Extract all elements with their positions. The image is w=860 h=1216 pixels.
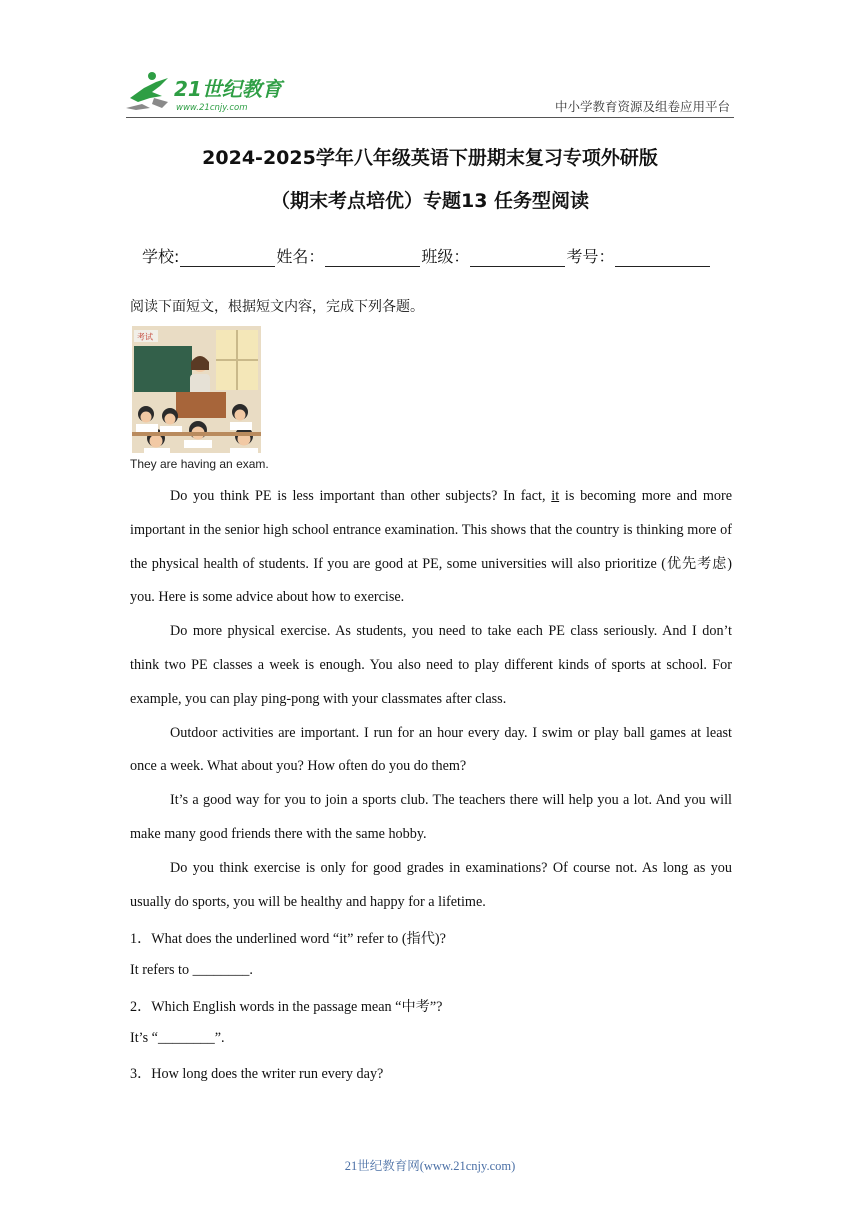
board-sign-text: 考试 [137, 332, 153, 342]
name-label: 姓名： [276, 247, 325, 266]
image-caption: They are having an exam. [130, 457, 269, 471]
exam-classroom-image [132, 326, 261, 453]
answer-2-line[interactable]: It’s “________”. [130, 1030, 225, 1046]
platform-label: 中小学教育资源及组卷应用平台 [554, 99, 730, 114]
paragraph-2: Do more physical exercise. As students, you need to take each PE class seriously. And I don’t think two PE classes a week is enough. You also need to play different kinds of sports at school. For example, you can play ping-pong with your classmates after class. [130, 623, 732, 707]
question-2: 2．Which English words in the passage mean “中考”? [130, 999, 443, 1015]
title-line-1: 2024-2025学年八年级英语下册期末复习专项外研版 [202, 147, 658, 169]
underlined-word: it [551, 488, 560, 504]
paragraph-3: Outdoor activities are important. I run for an hour every day. I swim or play ball games at least once a week. What about you? How often do you do them? [130, 724, 732, 775]
number-label: 考号： [566, 247, 615, 266]
answer-1-line[interactable]: It refers to ________. [130, 962, 253, 978]
logo-url: www.21cnjy.com [176, 103, 248, 113]
logo [122, 68, 292, 116]
reading-passage [130, 480, 732, 919]
instruction: 阅读下面短文，根据短文内容，完成下列各题。 [130, 300, 424, 315]
footer-text: 21世纪教育网(www.21cnjy.com) [344, 1159, 516, 1173]
title-line-2: （期末考点培优）专题13 任务型阅读 [270, 190, 590, 212]
paragraph-1: Do you think PE is less important than other subjects? In fact, it is becoming more and more important in the senior high school entrance examination. This shows that the country is thinking more of the physical health of students. If you are good at PE, some universities will also prioritize (优先考虑) you. Here is some advice about how to exercise. [130, 488, 732, 606]
student-info-row [142, 244, 711, 267]
logo-text: 21世纪教育 [174, 77, 282, 101]
class-blank[interactable] [470, 250, 565, 267]
question-3: 3．How long does the writer run every day? [130, 1066, 384, 1082]
paragraph-5: Do you think exercise is only for good grades in examinations? Of course not. As long as you usually do sports, you will be healthy and happy for a lifetime. [130, 859, 732, 910]
paragraph-4: It’s a good way for you to join a sports club. The teachers there will help you a lot. And you will make many good friends there with the same hobby. [130, 792, 732, 842]
school-blank[interactable] [180, 250, 275, 267]
number-blank[interactable] [615, 250, 710, 267]
question-1: 1．What does the underlined word “it” refer to (指代)? [130, 931, 446, 947]
school-label: 学校: [142, 247, 180, 266]
class-label: 班级： [421, 247, 470, 266]
name-blank[interactable] [325, 250, 420, 267]
header-divider [126, 117, 734, 118]
